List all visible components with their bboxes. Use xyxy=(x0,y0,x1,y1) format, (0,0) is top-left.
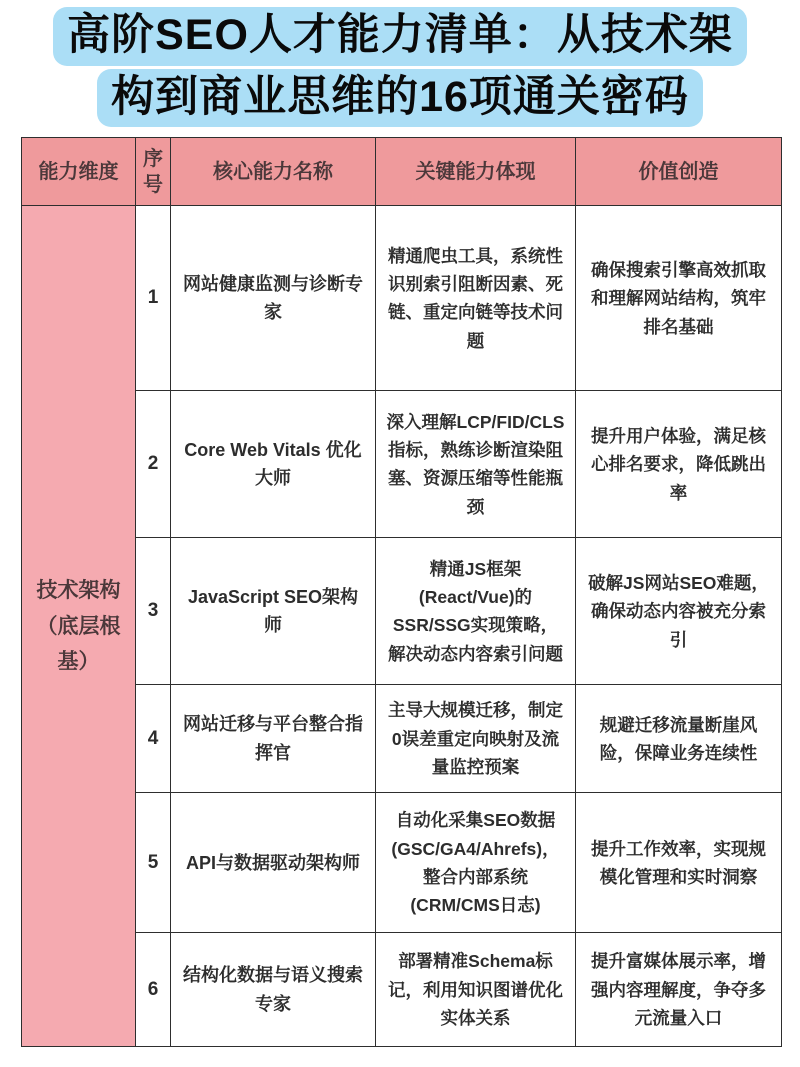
table-row xyxy=(22,793,782,933)
page-title xyxy=(0,0,800,130)
row-capability: 精通JS框架(React/Vue)的SSR/SSG实现策略，解决动态内容索引问题 xyxy=(376,538,576,685)
row-name: Core Web Vitals 优化大师 xyxy=(171,391,376,538)
row-index: 1 xyxy=(136,206,171,391)
row-index: 4 xyxy=(136,685,171,793)
row-name: 结构化数据与语义搜索专家 xyxy=(171,933,376,1047)
header-value: 价值创造 xyxy=(576,138,782,206)
row-index: 5 xyxy=(136,793,171,933)
page-title-line-2: 构到商业思维的16项通关密码 xyxy=(97,69,703,128)
row-value: 提升富媒体展示率，增强内容理解度，争夺多元流量入口 xyxy=(576,933,782,1047)
row-name: 网站迁移与平台整合指挥官 xyxy=(171,685,376,793)
row-index: 3 xyxy=(136,538,171,685)
header-name: 核心能力名称 xyxy=(171,138,376,206)
row-value: 规避迁移流量断崖风险，保障业务连续性 xyxy=(576,685,782,793)
row-capability: 自动化采集SEO数据(GSC/GA4/Ahrefs)，整合内部系统(CRM/CMS日志) xyxy=(376,793,576,933)
capability-table xyxy=(21,137,782,1047)
table-row xyxy=(22,933,782,1047)
dimension-group-label: 技术架构（底层根基） xyxy=(22,206,136,1047)
header-dimension: 能力维度 xyxy=(22,138,136,206)
row-value: 破解JS网站SEO难题，确保动态内容被充分索引 xyxy=(576,538,782,685)
row-value: 提升工作效率，实现规模化管理和实时洞察 xyxy=(576,793,782,933)
row-value: 提升用户体验，满足核心排名要求，降低跳出率 xyxy=(576,391,782,538)
header-index: 序号 xyxy=(136,138,171,206)
table-row xyxy=(22,206,782,391)
row-index: 2 xyxy=(136,391,171,538)
row-capability: 深入理解LCP/FID/CLS指标，熟练诊断渲染阻塞、资源压缩等性能瓶颈 xyxy=(376,391,576,538)
row-name: API与数据驱动架构师 xyxy=(171,793,376,933)
row-index: 6 xyxy=(136,933,171,1047)
table-row xyxy=(22,391,782,538)
row-capability: 部署精准Schema标记，利用知识图谱优化实体关系 xyxy=(376,933,576,1047)
row-name: JavaScript SEO架构师 xyxy=(171,538,376,685)
row-name: 网站健康监测与诊断专家 xyxy=(171,206,376,391)
header-capability: 关键能力体现 xyxy=(376,138,576,206)
table-row xyxy=(22,685,782,793)
row-value: 确保搜索引擎高效抓取和理解网站结构，筑牢排名基础 xyxy=(576,206,782,391)
page-title-line-1: 高阶SEO人才能力清单：从技术架 xyxy=(53,7,747,66)
table-row xyxy=(22,538,782,685)
table-header-row xyxy=(22,138,782,206)
row-capability: 精通爬虫工具，系统性识别索引阻断因素、死链、重定向链等技术问题 xyxy=(376,206,576,391)
row-capability: 主导大规模迁移，制定0误差重定向映射及流量监控预案 xyxy=(376,685,576,793)
